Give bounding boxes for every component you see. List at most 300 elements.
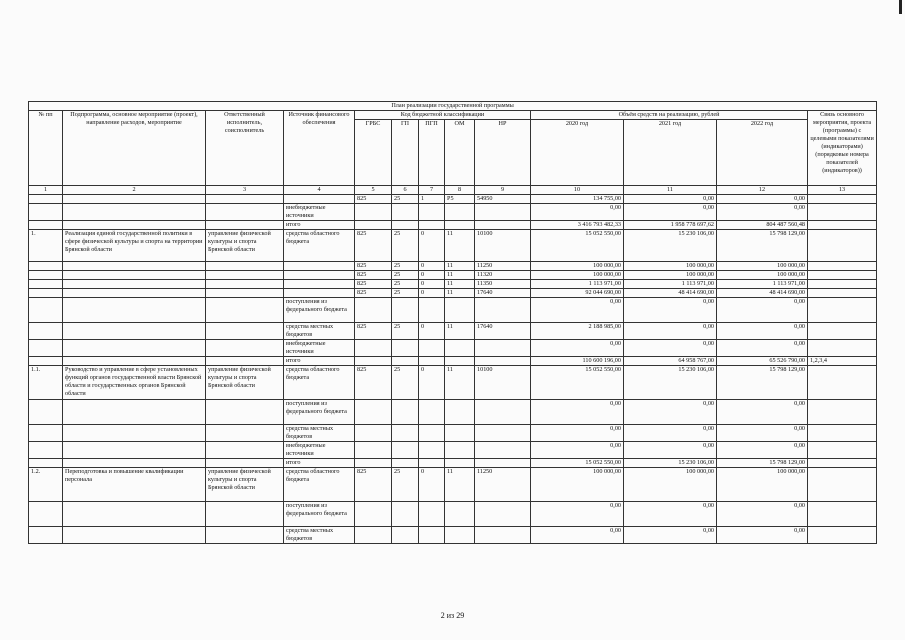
row-2021-cell: 1 113 971,00 — [624, 280, 717, 289]
row-pgp-cell: 0 — [419, 366, 445, 400]
row-grbs-cell — [355, 340, 392, 357]
row-pgp-cell: 0 — [419, 289, 445, 298]
row-link-cell — [808, 468, 877, 502]
row-source-cell — [284, 262, 355, 271]
row-name-cell — [63, 340, 206, 357]
row-source-cell: поступления из федерального бюджета — [284, 502, 355, 527]
row-gp-cell — [392, 357, 419, 366]
row-2021-cell: 0,00 — [624, 527, 717, 544]
row-link-cell — [808, 271, 877, 280]
row-gp-cell: 25 — [392, 323, 419, 340]
row-grbs-cell: 825 — [355, 230, 392, 262]
row-num-cell — [29, 289, 63, 298]
row-om-cell — [445, 400, 475, 425]
header-nr: НР — [475, 120, 531, 186]
row-om-cell — [445, 502, 475, 527]
row-grbs-cell: 825 — [355, 262, 392, 271]
row-source-cell: средства местных бюджетов — [284, 323, 355, 340]
row-pgp-cell: 0 — [419, 230, 445, 262]
row-2020-cell: 15 052 550,00 — [531, 366, 624, 400]
table-row — [29, 527, 877, 544]
row-pgp-cell — [419, 204, 445, 221]
row-link-cell — [808, 425, 877, 442]
row-num-cell: 1.1. — [29, 366, 63, 400]
row-2020-cell: 100 000,00 — [531, 271, 624, 280]
row-grbs-cell: 825 — [355, 468, 392, 502]
row-nr-cell: 11250 — [475, 468, 531, 502]
row-gp-cell — [392, 204, 419, 221]
row-2021-cell: 100 000,00 — [624, 468, 717, 502]
row-name-cell — [63, 323, 206, 340]
row-responsible-cell: управление физической культуры и спорта Брянской области — [206, 230, 284, 262]
column-number: 8 — [445, 186, 475, 195]
column-number: 9 — [475, 186, 531, 195]
row-grbs-cell — [355, 442, 392, 459]
row-gp-cell: 25 — [392, 262, 419, 271]
row-name-cell — [63, 280, 206, 289]
row-om-cell — [445, 527, 475, 544]
row-source-cell: поступления из федерального бюджета — [284, 298, 355, 323]
row-num-cell — [29, 221, 63, 230]
row-grbs-cell: 825 — [355, 289, 392, 298]
row-2020-cell: 0,00 — [531, 340, 624, 357]
row-num-cell — [29, 425, 63, 442]
row-responsible-cell — [206, 195, 284, 204]
row-gp-cell: 25 — [392, 289, 419, 298]
row-2020-cell: 3 416 793 482,33 — [531, 221, 624, 230]
row-nr-cell — [475, 298, 531, 323]
row-2021-cell: 0,00 — [624, 502, 717, 527]
row-gp-cell: 25 — [392, 280, 419, 289]
header-budget-code: Код бюджетной классификации — [355, 111, 531, 120]
row-2021-cell: 64 958 767,00 — [624, 357, 717, 366]
row-link-cell: 1,2,3,4 — [808, 357, 877, 366]
row-2022-cell: 0,00 — [717, 195, 808, 204]
row-pgp-cell — [419, 527, 445, 544]
row-nr-cell — [475, 459, 531, 468]
row-gp-cell: 25 — [392, 230, 419, 262]
row-responsible-cell — [206, 289, 284, 298]
row-responsible-cell — [206, 323, 284, 340]
row-2020-cell: 92 044 690,00 — [531, 289, 624, 298]
row-num-cell — [29, 323, 63, 340]
row-gp-cell — [392, 425, 419, 442]
row-2021-cell: 0,00 — [624, 204, 717, 221]
row-link-cell — [808, 221, 877, 230]
row-om-cell — [445, 340, 475, 357]
row-responsible-cell — [206, 400, 284, 425]
row-link-cell — [808, 400, 877, 425]
table-row — [29, 271, 877, 280]
row-2021-cell: 15 230 106,00 — [624, 230, 717, 262]
table-row — [29, 340, 877, 357]
row-2022-cell: 0,00 — [717, 340, 808, 357]
row-2020-cell: 134 755,00 — [531, 195, 624, 204]
row-2022-cell: 1 113 971,00 — [717, 280, 808, 289]
row-grbs-cell — [355, 298, 392, 323]
row-2022-cell: 15 798 129,00 — [717, 230, 808, 262]
row-source-cell: средства областного бюджета — [284, 468, 355, 502]
row-grbs-cell — [355, 527, 392, 544]
row-2020-cell: 2 188 985,00 — [531, 323, 624, 340]
row-responsible-cell — [206, 357, 284, 366]
table-row — [29, 468, 877, 502]
row-responsible-cell — [206, 502, 284, 527]
row-source-cell — [284, 195, 355, 204]
row-link-cell — [808, 340, 877, 357]
row-link-cell — [808, 459, 877, 468]
row-source-cell: итого — [284, 221, 355, 230]
row-source-cell: итого — [284, 357, 355, 366]
table-row — [29, 357, 877, 366]
row-link-cell — [808, 298, 877, 323]
row-2020-cell: 0,00 — [531, 527, 624, 544]
column-number: 3 — [206, 186, 284, 195]
row-2021-cell: 100 000,00 — [624, 271, 717, 280]
row-name-cell — [63, 459, 206, 468]
row-2020-cell: 100 000,00 — [531, 262, 624, 271]
table-row — [29, 400, 877, 425]
row-2021-cell: 0,00 — [624, 323, 717, 340]
table-row — [29, 280, 877, 289]
row-link-cell — [808, 262, 877, 271]
row-om-cell: 11 — [445, 271, 475, 280]
row-grbs-cell: 825 — [355, 280, 392, 289]
row-nr-cell — [475, 527, 531, 544]
row-grbs-cell — [355, 425, 392, 442]
row-num-cell — [29, 195, 63, 204]
row-gp-cell — [392, 527, 419, 544]
row-nr-cell: 11250 — [475, 262, 531, 271]
row-source-cell — [284, 271, 355, 280]
row-link-cell — [808, 502, 877, 527]
table-row — [29, 323, 877, 340]
row-link-cell — [808, 289, 877, 298]
row-om-cell: 11 — [445, 366, 475, 400]
row-grbs-cell — [355, 459, 392, 468]
row-num-cell — [29, 271, 63, 280]
row-2022-cell: 0,00 — [717, 323, 808, 340]
row-2021-cell: 0,00 — [624, 400, 717, 425]
row-name-cell — [63, 204, 206, 221]
row-2022-cell: 0,00 — [717, 400, 808, 425]
header-om: ОМ — [445, 120, 475, 186]
row-responsible-cell — [206, 271, 284, 280]
row-grbs-cell — [355, 357, 392, 366]
row-responsible-cell — [206, 340, 284, 357]
row-om-cell — [445, 442, 475, 459]
row-2022-cell: 0,00 — [717, 442, 808, 459]
row-source-cell: средства местных бюджетов — [284, 425, 355, 442]
row-grbs-cell — [355, 400, 392, 425]
row-pgp-cell — [419, 340, 445, 357]
row-grbs-cell: 825 — [355, 271, 392, 280]
header-num: № пп — [29, 111, 63, 186]
row-name-cell: Руководство и управление в сфере установленных функций органов государственной власти Брянской области и государственных органов Брянской области — [63, 366, 206, 400]
header-grbs: ГРБС — [355, 120, 392, 186]
row-om-cell: 11 — [445, 230, 475, 262]
table-row — [29, 366, 877, 400]
row-gp-cell — [392, 502, 419, 527]
header-year-2020: 2020 год — [531, 120, 624, 186]
table-row — [29, 221, 877, 230]
column-number: 1 — [29, 186, 63, 195]
row-num-cell — [29, 298, 63, 323]
table-row — [29, 502, 877, 527]
row-2021-cell: 1 958 778 697,62 — [624, 221, 717, 230]
row-source-cell: итого — [284, 459, 355, 468]
row-2021-cell: 48 414 690,00 — [624, 289, 717, 298]
row-name-cell — [63, 527, 206, 544]
row-2022-cell: 0,00 — [717, 502, 808, 527]
row-pgp-cell — [419, 298, 445, 323]
column-number-row — [29, 186, 877, 195]
row-2021-cell: 0,00 — [624, 195, 717, 204]
column-number: 11 — [624, 186, 717, 195]
table-title: План реализации государственной программы — [29, 102, 877, 111]
row-gp-cell — [392, 459, 419, 468]
row-link-cell — [808, 442, 877, 459]
header-volume: Объём средств на реализацию, рублей — [531, 111, 808, 120]
plan-table-body — [29, 102, 877, 544]
row-name-cell — [63, 195, 206, 204]
row-name-cell — [63, 271, 206, 280]
row-nr-cell: 17640 — [475, 323, 531, 340]
column-number: 13 — [808, 186, 877, 195]
row-source-cell: внебюджетные источники — [284, 204, 355, 221]
row-pgp-cell — [419, 221, 445, 230]
row-2020-cell: 15 052 550,00 — [531, 459, 624, 468]
row-nr-cell — [475, 340, 531, 357]
row-nr-cell — [475, 204, 531, 221]
row-name-cell — [63, 221, 206, 230]
row-grbs-cell — [355, 221, 392, 230]
row-responsible-cell — [206, 280, 284, 289]
row-2022-cell: 0,00 — [717, 298, 808, 323]
row-pgp-cell: 1 — [419, 195, 445, 204]
row-source-cell — [284, 280, 355, 289]
row-num-cell — [29, 262, 63, 271]
row-gp-cell — [392, 340, 419, 357]
row-source-cell: внебюджетные источники — [284, 340, 355, 357]
row-link-cell — [808, 280, 877, 289]
row-num-cell: 1.2. — [29, 468, 63, 502]
row-2022-cell: 100 000,00 — [717, 271, 808, 280]
row-nr-cell: 10100 — [475, 230, 531, 262]
column-number: 7 — [419, 186, 445, 195]
table-row — [29, 298, 877, 323]
column-number: 2 — [63, 186, 206, 195]
row-2020-cell: 0,00 — [531, 298, 624, 323]
table-row — [29, 262, 877, 271]
header-link: Связь основного мероприятия, проекта (программы) с целевыми показателями (индикаторами) (порядковые номера показателей (индикаторов)) — [808, 111, 877, 186]
row-pgp-cell — [419, 425, 445, 442]
row-2020-cell: 15 052 550,00 — [531, 230, 624, 262]
row-pgp-cell: 0 — [419, 468, 445, 502]
row-nr-cell — [475, 221, 531, 230]
row-name-cell — [63, 289, 206, 298]
column-number: 5 — [355, 186, 392, 195]
row-2020-cell: 0,00 — [531, 502, 624, 527]
row-pgp-cell — [419, 442, 445, 459]
row-nr-cell: 11350 — [475, 280, 531, 289]
row-nr-cell — [475, 400, 531, 425]
row-2021-cell: 0,00 — [624, 340, 717, 357]
row-link-cell — [808, 366, 877, 400]
row-2022-cell: 0,00 — [717, 204, 808, 221]
row-responsible-cell — [206, 204, 284, 221]
row-2022-cell: 0,00 — [717, 527, 808, 544]
row-2020-cell: 100 000,00 — [531, 468, 624, 502]
row-source-cell — [284, 289, 355, 298]
row-source-cell: поступления из федерального бюджета — [284, 400, 355, 425]
row-om-cell: P5 — [445, 195, 475, 204]
row-num-cell — [29, 340, 63, 357]
row-2022-cell: 100 000,00 — [717, 262, 808, 271]
row-2022-cell: 15 798 129,00 — [717, 459, 808, 468]
row-link-cell — [808, 204, 877, 221]
column-number: 6 — [392, 186, 419, 195]
row-link-cell — [808, 527, 877, 544]
row-om-cell — [445, 459, 475, 468]
row-nr-cell: 54950 — [475, 195, 531, 204]
row-num-cell — [29, 280, 63, 289]
row-nr-cell: 11320 — [475, 271, 531, 280]
row-gp-cell — [392, 442, 419, 459]
scan-edge-mark — [899, 0, 902, 14]
row-gp-cell: 25 — [392, 271, 419, 280]
row-2022-cell: 48 414 690,00 — [717, 289, 808, 298]
header-source: Источник финансового обеспечения — [284, 111, 355, 186]
row-2020-cell: 1 113 971,00 — [531, 280, 624, 289]
row-responsible-cell — [206, 298, 284, 323]
row-pgp-cell — [419, 459, 445, 468]
row-pgp-cell: 0 — [419, 280, 445, 289]
row-responsible-cell: управление физической культуры и спорта Брянской области — [206, 366, 284, 400]
row-grbs-cell — [355, 502, 392, 527]
row-num-cell — [29, 204, 63, 221]
row-gp-cell: 25 — [392, 468, 419, 502]
table-row — [29, 230, 877, 262]
row-name-cell — [63, 262, 206, 271]
row-om-cell: 11 — [445, 468, 475, 502]
row-2022-cell: 15 798 129,00 — [717, 366, 808, 400]
row-gp-cell: 25 — [392, 195, 419, 204]
row-pgp-cell: 0 — [419, 271, 445, 280]
column-number: 4 — [284, 186, 355, 195]
row-num-cell — [29, 400, 63, 425]
header-responsible: Ответственный исполнитель, соисполнитель — [206, 111, 284, 186]
row-pgp-cell — [419, 400, 445, 425]
row-2021-cell: 0,00 — [624, 298, 717, 323]
row-link-cell — [808, 195, 877, 204]
plan-table — [28, 101, 877, 544]
row-name-cell — [63, 425, 206, 442]
row-2020-cell: 0,00 — [531, 400, 624, 425]
row-2021-cell: 15 230 106,00 — [624, 459, 717, 468]
row-om-cell: 11 — [445, 289, 475, 298]
row-name-cell — [63, 442, 206, 459]
row-gp-cell — [392, 221, 419, 230]
row-nr-cell: 17640 — [475, 289, 531, 298]
row-nr-cell — [475, 442, 531, 459]
row-2020-cell: 0,00 — [531, 442, 624, 459]
row-2021-cell: 15 230 106,00 — [624, 366, 717, 400]
row-name-cell — [63, 298, 206, 323]
row-grbs-cell — [355, 204, 392, 221]
table-row — [29, 459, 877, 468]
header-year-2022: 2022 год — [717, 120, 808, 186]
row-name-cell: Переподготовка и повышение квалификации персонала — [63, 468, 206, 502]
row-num-cell — [29, 357, 63, 366]
row-pgp-cell — [419, 357, 445, 366]
row-responsible-cell — [206, 425, 284, 442]
row-source-cell: средства областного бюджета — [284, 230, 355, 262]
row-om-cell — [445, 204, 475, 221]
header-subprogram: Подпрограмма, основное мероприятие (проект), направление расходов, мероприятие — [63, 111, 206, 186]
row-2020-cell: 0,00 — [531, 204, 624, 221]
row-om-cell — [445, 221, 475, 230]
row-responsible-cell — [206, 221, 284, 230]
row-responsible-cell — [206, 527, 284, 544]
row-grbs-cell: 825 — [355, 323, 392, 340]
row-num-cell — [29, 459, 63, 468]
row-2020-cell: 110 600 196,00 — [531, 357, 624, 366]
row-num-cell — [29, 502, 63, 527]
column-number: 12 — [717, 186, 808, 195]
row-om-cell: 11 — [445, 280, 475, 289]
row-2021-cell: 0,00 — [624, 425, 717, 442]
row-link-cell — [808, 323, 877, 340]
row-grbs-cell: 825 — [355, 195, 392, 204]
row-2022-cell: 0,00 — [717, 425, 808, 442]
row-responsible-cell: управление физической культуры и спорта Брянской области — [206, 468, 284, 502]
row-2020-cell: 0,00 — [531, 425, 624, 442]
table-row — [29, 195, 877, 204]
row-num-cell — [29, 527, 63, 544]
row-gp-cell — [392, 400, 419, 425]
row-2021-cell: 100 000,00 — [624, 262, 717, 271]
row-2022-cell: 100 000,00 — [717, 468, 808, 502]
header-year-2021: 2021 год — [624, 120, 717, 186]
row-nr-cell — [475, 357, 531, 366]
row-num-cell: 1. — [29, 230, 63, 262]
row-source-cell: средства местных бюджетов — [284, 527, 355, 544]
row-om-cell — [445, 298, 475, 323]
table-row — [29, 289, 877, 298]
row-responsible-cell — [206, 459, 284, 468]
header-pgp: ПГП — [419, 120, 445, 186]
row-om-cell: 11 — [445, 262, 475, 271]
page-number: 2 из 29 — [440, 611, 465, 620]
table-row — [29, 442, 877, 459]
table-row — [29, 425, 877, 442]
row-responsible-cell — [206, 442, 284, 459]
row-om-cell — [445, 357, 475, 366]
row-nr-cell: 10100 — [475, 366, 531, 400]
row-pgp-cell: 0 — [419, 262, 445, 271]
row-name-cell — [63, 357, 206, 366]
row-gp-cell — [392, 298, 419, 323]
row-grbs-cell: 825 — [355, 366, 392, 400]
row-gp-cell: 25 — [392, 366, 419, 400]
row-nr-cell — [475, 425, 531, 442]
header-gp: ГП — [392, 120, 419, 186]
row-name-cell: Реализация единой государственной политики в сфере физической культуры и спорта на территории Брянской области — [63, 230, 206, 262]
table-row — [29, 204, 877, 221]
row-om-cell — [445, 425, 475, 442]
row-om-cell: 11 — [445, 323, 475, 340]
